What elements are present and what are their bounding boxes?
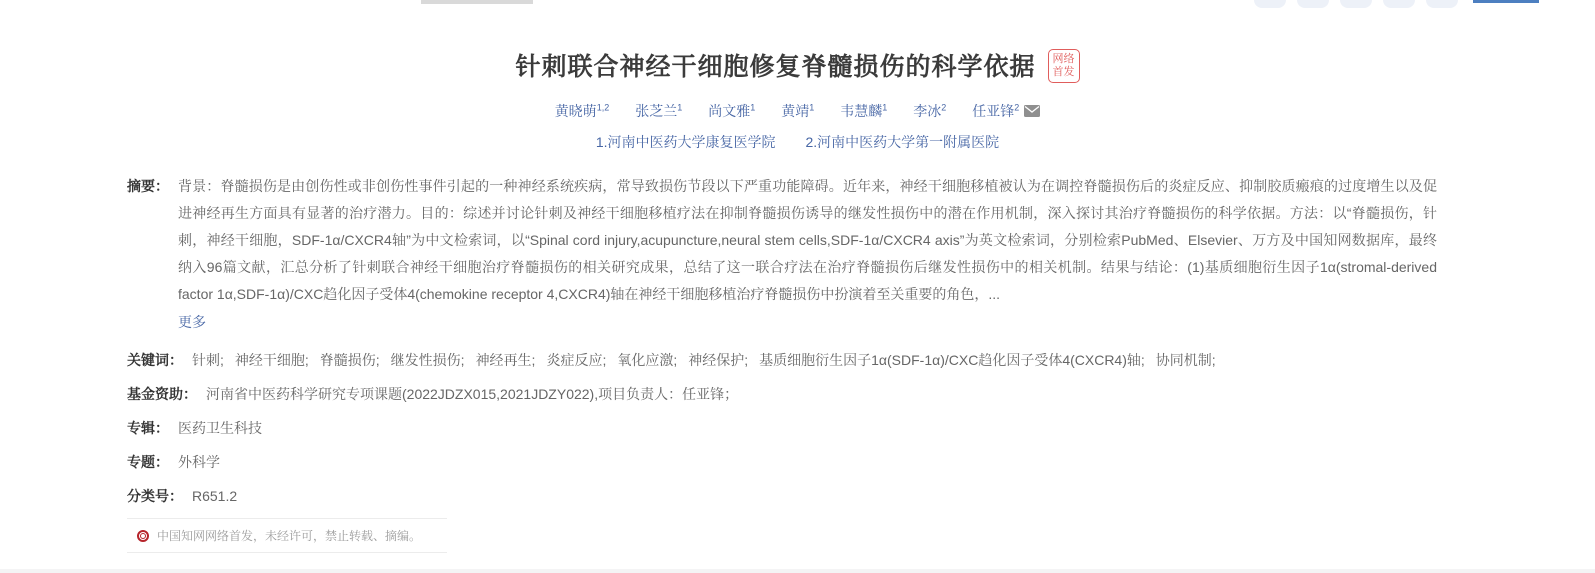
keyword-link-10[interactable]: 协同机制;: [1155, 352, 1216, 368]
cnki-copyright-icon: [137, 530, 149, 542]
author-link-6[interactable]: 李冰$^2$: [913, 102, 947, 119]
cutoff-toolbar-button-4[interactable]: [1383, 0, 1415, 8]
author-link-1[interactable]: 黄晓萌$^{1,2}$: [554, 102, 610, 119]
more-link[interactable]: 更多: [178, 314, 206, 330]
badge-line-1: 网络: [1052, 53, 1075, 65]
author-link-7[interactable]: 任亚锋$^2$: [972, 101, 1040, 121]
keyword-link-7[interactable]: 氧化应激;: [617, 352, 678, 368]
keyword-link-9[interactable]: 基质细胞衍生因子1α(SDF-1α)/CXC趋化因子受体4(CXCR4)轴;: [759, 352, 1145, 368]
clc-label: 分类号：: [127, 488, 183, 504]
badge-line-2: 首发: [1052, 66, 1075, 78]
abstract-label: 摘要：: [127, 178, 169, 194]
album-value: 医药卫生科技: [178, 420, 262, 436]
paper-header: [0, 0, 1595, 152]
keyword-link-1[interactable]: 针刺;: [192, 352, 224, 368]
cutoff-toolbar-button-3[interactable]: [1340, 0, 1372, 8]
footer-strip: [0, 569, 1595, 573]
envelope-icon[interactable]: [1024, 105, 1040, 117]
notice-text: 中国知网网络首发，未经许可，禁止转载、摘编。: [157, 529, 422, 543]
paper-details: [0, 173, 1437, 553]
fund-value: 河南省中医药科学研究专项课题(2022JDZX015,2021JDZY022),项目负责人：任亚锋；: [206, 386, 739, 402]
cutoff-top-tab: [421, 0, 533, 4]
album-row: [127, 415, 1437, 442]
affiliation-list: [0, 132, 1595, 152]
author-link-5[interactable]: 韦慧麟$^1$: [840, 102, 888, 119]
keyword-link-6[interactable]: 炎症反应;: [546, 352, 607, 368]
keywords-label: 关键词：: [127, 352, 183, 368]
keyword-link-5[interactable]: 神经再生;: [475, 352, 536, 368]
fund-row: [127, 381, 1437, 408]
affiliation-link-1[interactable]: 1.河南中医药大学康复医学院: [595, 134, 776, 150]
author-link-2[interactable]: 张芝兰$^1$: [635, 102, 683, 119]
copyright-notice: [127, 518, 447, 553]
cutoff-blue-button[interactable]: [1473, 0, 1539, 3]
author-link-3[interactable]: 尚文雅$^1$: [708, 102, 756, 119]
abstract-text: 背景：脊髓损伤是由创伤性或非创伤性事件引起的一种神经系统疾病，常导致损伤节段以下严重功能障碍。近年来，神经干细胞移植被认为在调控脊髓损伤后的炎症反应、抑制胶质瘢痕的过度增生以及促进神经再生方面具有显著的治疗潜力。目的：综述并讨论针刺及神经干细胞移植疗法在抑制脊髓损伤诱导的继发性损伤中的潜在作用机制，深入探讨其治疗脊髓损伤的科学依据。方法：以“脊髓损伤，针刺，神经干细胞，SDF-1α/CXCR4轴”为中文检索词，以“Spinal cord injury,acupuncture,neural stem cells,SDF-1α/CXCR4 axis”为英文检索词，分别检索PubMed、Elsevier、万方及中国知网数据库，最终纳入96篇文献，汇总分析了针刺联合神经干细胞治疗脊髓损伤的相关研究成果，总结了这一联合疗法在治疗脊髓损伤后继发性损伤中的相关机制。结果与结论：(1)基质细胞衍生因子1α(stromal-derived factor 1α,SDF-1α)/CXC趋化因子受体4(chemokine receptor 4,CXCR4)轴在神经干细胞移植治疗脊髓损伤中扮演着至关重要的角色，...: [178, 178, 1437, 302]
album-label: 专辑：: [127, 420, 169, 436]
keyword-link-3[interactable]: 脊髓损伤;: [319, 352, 380, 368]
keyword-link-4[interactable]: 继发性损伤;: [390, 352, 465, 368]
topic-value: 外科学: [178, 454, 220, 470]
abstract-row: [127, 173, 1437, 336]
topic-label: 专题：: [127, 454, 169, 470]
page-title: 针刺联合神经干细胞修复脊髓损伤的科学依据: [515, 53, 1036, 81]
author-list: [0, 101, 1595, 121]
cutoff-toolbar-button-5[interactable]: [1426, 0, 1458, 8]
network-first-badge: [1048, 49, 1080, 83]
keyword-link-2[interactable]: 神经干细胞;: [234, 352, 309, 368]
clc-value: R651.2: [192, 488, 238, 504]
affiliation-link-2[interactable]: 2.河南中医药大学第一附属医院: [805, 134, 1000, 150]
fund-label: 基金资助：: [127, 386, 197, 402]
clc-row: [127, 483, 1437, 510]
author-link-4[interactable]: 黄靖$^1$: [781, 102, 815, 119]
keyword-link-8[interactable]: 神经保护;: [688, 352, 749, 368]
keywords-row: [127, 347, 1437, 374]
topic-row: [127, 449, 1437, 476]
cutoff-toolbar-button-2[interactable]: [1297, 0, 1329, 8]
cutoff-toolbar-button-1[interactable]: [1254, 0, 1286, 8]
